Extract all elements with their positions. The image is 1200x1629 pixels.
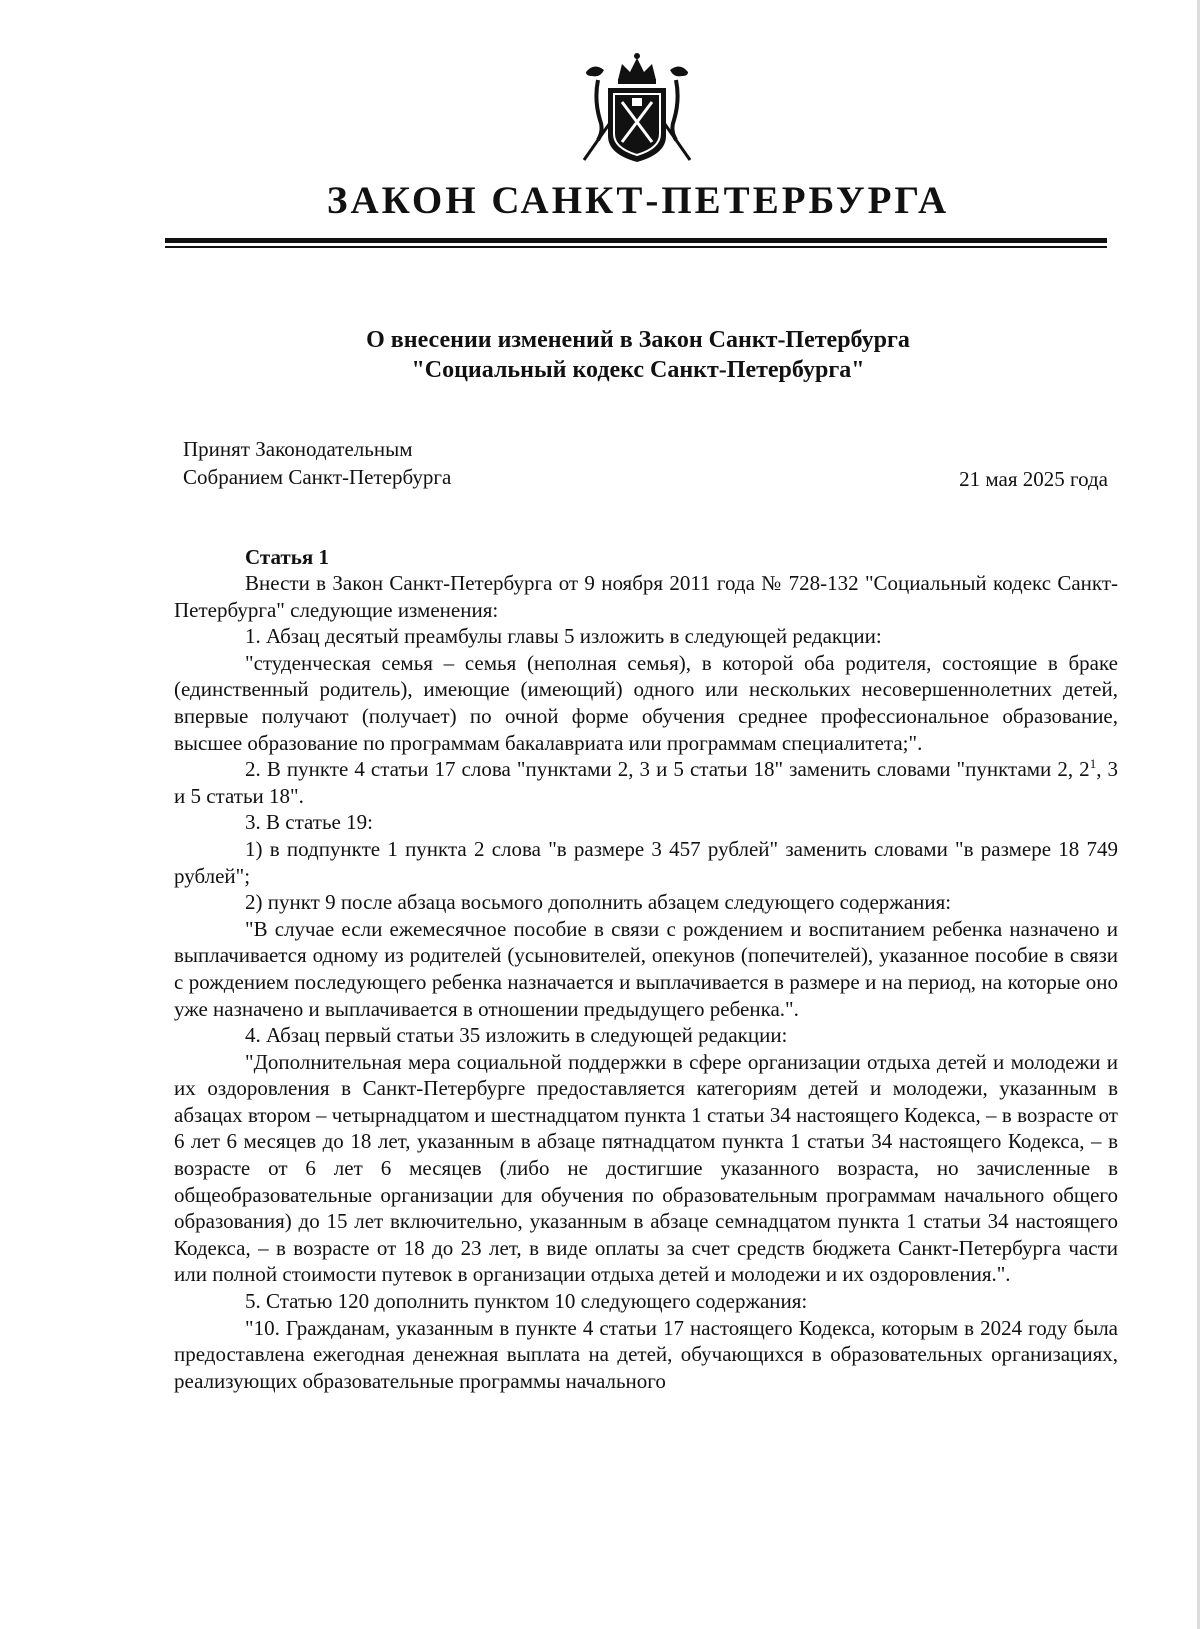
item-3-sub-2: 2) пункт 9 после абзаца восьмого дополнить абзацем следующего содержания: xyxy=(245,890,952,915)
adoption-line-2: Собранием Санкт-Петербурга xyxy=(183,465,452,489)
adoption-date: 21 мая 2025 года xyxy=(959,467,1108,491)
item-5: 5. Статью 120 дополнить пунктом 10 следующего содержания: xyxy=(245,1289,808,1314)
law-subtitle-line-2: "Социальный кодекс Санкт-Петербурга" xyxy=(411,357,865,383)
article-body xyxy=(174,570,1118,1394)
title-divider-thick xyxy=(165,238,1107,243)
item-4: 4. Абзац первый статьи 35 изложить в следующей редакции: xyxy=(245,1023,788,1048)
item-4-quote: "Дополнительная мера социальной поддержки в сфере организации отдыха детей и молодежи и их оздоровления в Санкт-Петербурге предоставляется категориям детей и молодежи, указанным в абзацах втором – четырнадцатом и шестнадцатом пункта 1 статьи 34 настоящего Кодекса, – в возрасте от 6 лет 6 месяцев до 18 лет, указанным в абзаце пятнадцатом пункта 1 статьи 34 настоящего Кодекса, – в возрасте от 6 лет 6 месяцев (либо не достигшие указанного возраста, но зачисленные в общеобразовательные организации для обучения по образовательным программам начального общего образования) до 15 лет включительно, указанным в абзаце семнадцатом пункта 1 статьи 34 настоящего Кодекса, – в возрасте от 18 до 23 лет, в виде оплаты за счет средств бюджета Санкт-Петербурга части или полной стоимости путевок в организации отдыха детей и молодежи и их оздоровления.". xyxy=(174,1049,1118,1287)
article-intro: Внести в Закон Санкт-Петербурга от 9 ноября 2011 года № 728-132 "Социальный кодекс Санкт-Петербурга" следующие изменения: xyxy=(174,571,1118,622)
st-petersburg-coat-of-arms-icon xyxy=(572,50,702,172)
item-1-quote: "студенческая семья – семья (неполная семья), в которой оба родителя, состоящие в браке (единственный родитель), имеющие (имеющий) одного или нескольких несовершеннолетних детей, впервые получают (получает) по очной форме обучения среднее профессиональное образование, высшее образование по программам бакалавриата или программам специалитета;". xyxy=(174,650,1118,755)
document-title: ЗАКОН САНКТ-ПЕТЕРБУРГА xyxy=(326,179,950,222)
item-3-sub-1: 1) в подпункте 1 пункта 2 слова "в размере 3 457 рублей" заменить словами "в размере 18 749 рублей"; xyxy=(174,836,1118,888)
law-subtitle-line-1: О внесении изменений в Закон Санкт-Петербурга xyxy=(366,327,910,353)
item-3: 3. В статье 19: xyxy=(245,810,373,835)
title-divider-thin xyxy=(165,246,1107,248)
article-heading: Статья 1 xyxy=(245,545,329,569)
item-3-sub-2-quote: "В случае если ежемесячное пособие в связи с рождением и воспитанием ребенка назначено и выплачивается одному из родителей (усыновителей, опекунов (попечителей), указанное пособие в связи с рождением последующего ребенка назначается и выплачивается в размере и на период, на которые оно уже назначено и выплачивается в отношении предыдущего ребенка.". xyxy=(174,916,1118,1021)
item-2 xyxy=(174,756,1118,809)
item-2-superscript: 1 xyxy=(1089,756,1097,772)
item-5-quote: "10. Гражданам, указанным в пункте 4 статьи 17 настоящего Кодекса, которым в 2024 году была предоставлена ежегодная денежная выплата на детей, обучающихся в образовательных организациях, реализующих образовательные программы начального xyxy=(174,1315,1118,1393)
item-2-text-a: 2. В пункте 4 статьи 17 слова "пунктами 2, 3 и 5 статьи 18" заменить словами "пунктами 2, 2 xyxy=(245,757,1090,782)
item-1: 1. Абзац десятый преамбулы главы 5 изложить в следующей редакции: xyxy=(245,624,882,649)
adoption-line-1: Принят Законодательным xyxy=(183,437,413,461)
adoption-info xyxy=(183,435,451,491)
item-2-text-b: , 3 и 5 статьи 18". xyxy=(174,757,1119,808)
